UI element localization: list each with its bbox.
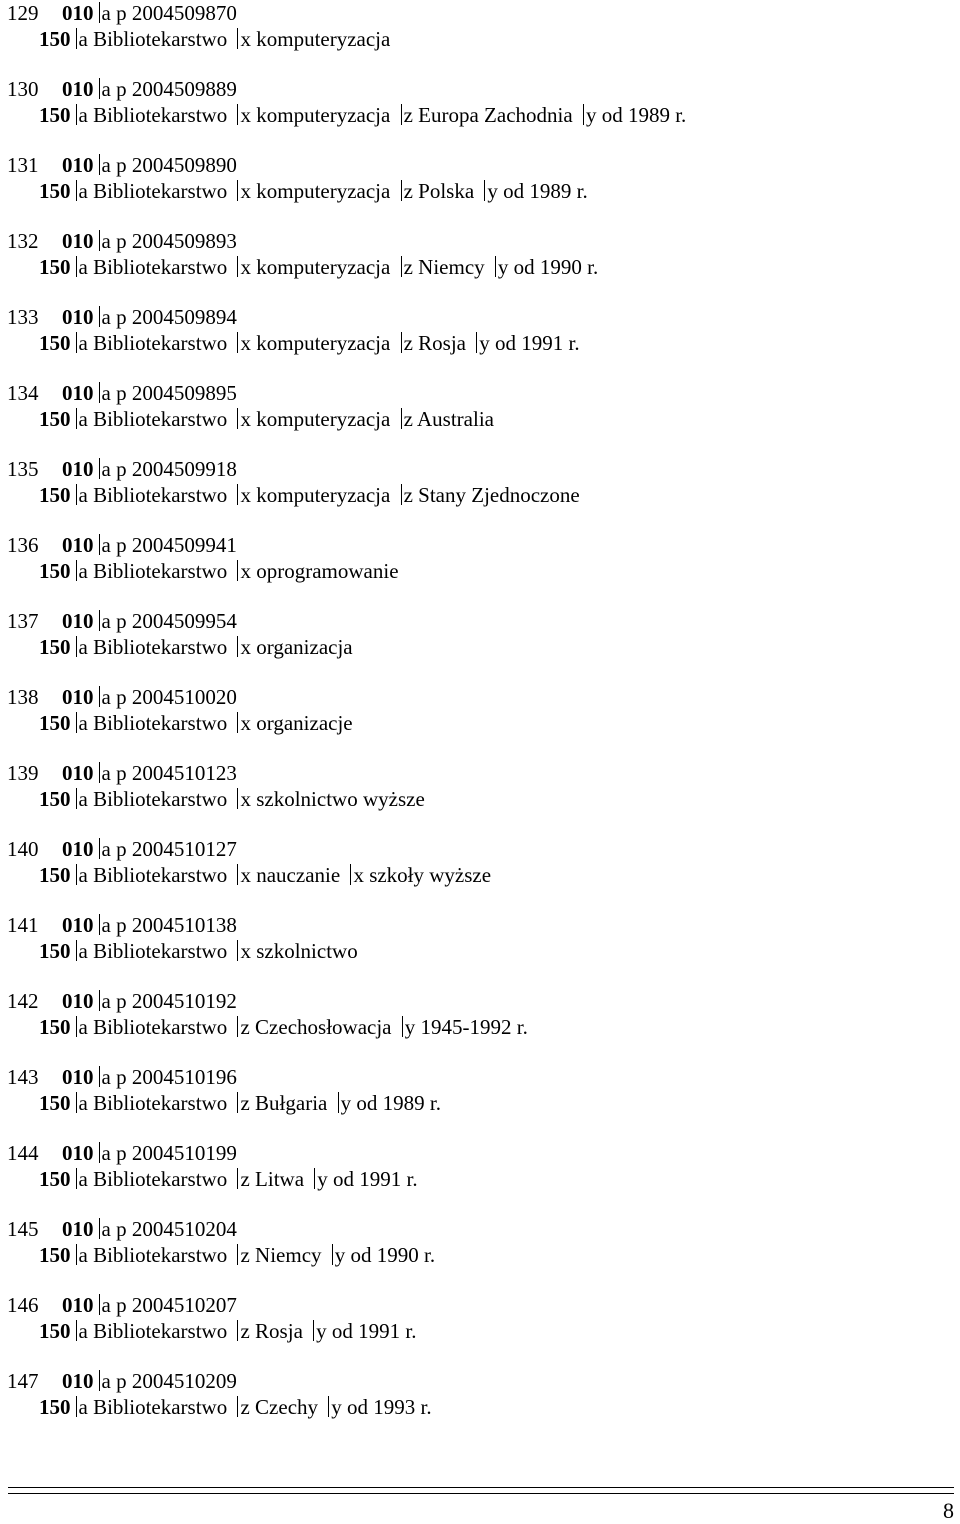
field-tag-010: 010 bbox=[62, 1217, 94, 1241]
control-number: a p 2004510192 bbox=[101, 989, 237, 1013]
control-number: a p 2004509918 bbox=[101, 457, 237, 481]
subfield-delimiter bbox=[76, 636, 77, 657]
subfield-delimiter bbox=[99, 1370, 100, 1391]
subfield-value: a Bibliotekarstwo bbox=[78, 559, 228, 583]
subfield-value: z Czechosłowacja bbox=[240, 1015, 392, 1039]
subfield-value: y 1945-1992 r. bbox=[404, 1015, 528, 1039]
subfield-value: x szkolnictwo bbox=[240, 939, 358, 963]
field-tag-150: 150 bbox=[39, 103, 71, 127]
record-entry bbox=[7, 304, 952, 356]
subfield-value: a Bibliotekarstwo bbox=[78, 863, 228, 887]
subfield-delimiter bbox=[99, 306, 100, 327]
control-number: a p 2004510138 bbox=[101, 913, 237, 937]
subfield-delimiter bbox=[99, 2, 100, 23]
field-tag-150: 150 bbox=[39, 559, 71, 583]
subfield-delimiter bbox=[237, 636, 238, 657]
record-line-150 bbox=[7, 710, 952, 736]
subfield-delimiter bbox=[237, 104, 238, 125]
subfield-value: x komputeryzacja bbox=[240, 331, 391, 355]
subfield-delimiter bbox=[237, 180, 238, 201]
subfield-value: z Australia bbox=[403, 407, 494, 431]
subfield-value: x szkolnictwo wyższe bbox=[240, 787, 425, 811]
record-number: 130 bbox=[7, 77, 39, 101]
subfield-delimiter bbox=[99, 382, 100, 403]
field-tag-010: 010 bbox=[62, 1293, 94, 1317]
control-number: a p 2004509890 bbox=[101, 153, 237, 177]
record-line-010 bbox=[7, 988, 952, 1014]
record-entry bbox=[7, 1292, 952, 1344]
subfield-delimiter bbox=[76, 1320, 77, 1341]
record-line-010 bbox=[7, 1292, 952, 1318]
subfield-delimiter bbox=[237, 332, 238, 353]
record-number: 144 bbox=[7, 1141, 39, 1165]
field-tag-010: 010 bbox=[62, 1, 94, 25]
field-tag-010: 010 bbox=[62, 761, 94, 785]
subfield-delimiter bbox=[484, 180, 485, 201]
field-tag-150: 150 bbox=[39, 331, 71, 355]
control-number: a p 2004510123 bbox=[101, 761, 237, 785]
subfield-value: z Stany Zjednoczone bbox=[403, 483, 580, 507]
record-list bbox=[7, 0, 952, 1420]
record-line-150 bbox=[7, 1318, 952, 1344]
subfield-value: y od 1991 r. bbox=[479, 331, 580, 355]
field-tag-010: 010 bbox=[62, 989, 94, 1013]
subfield-delimiter bbox=[237, 1244, 238, 1265]
subfield-value: z Niemcy bbox=[403, 255, 485, 279]
record-line-150 bbox=[7, 26, 952, 52]
field-tag-150: 150 bbox=[39, 27, 71, 51]
subfield-delimiter bbox=[76, 940, 77, 961]
subfield-delimiter bbox=[99, 1066, 100, 1087]
record-line-010 bbox=[7, 0, 952, 26]
subfield-delimiter bbox=[99, 1218, 100, 1239]
subfield-value: a Bibliotekarstwo bbox=[78, 1091, 228, 1115]
record-number: 138 bbox=[7, 685, 39, 709]
record-entry bbox=[7, 456, 952, 508]
subfield-value: z Rosja bbox=[403, 331, 466, 355]
subfield-value: a Bibliotekarstwo bbox=[78, 331, 228, 355]
field-tag-150: 150 bbox=[39, 1319, 71, 1343]
subfield-delimiter bbox=[583, 104, 584, 125]
record-number: 132 bbox=[7, 229, 39, 253]
control-number: a p 2004509895 bbox=[101, 381, 237, 405]
control-number: a p 2004510196 bbox=[101, 1065, 237, 1089]
record-entry bbox=[7, 532, 952, 584]
subfield-delimiter bbox=[338, 1092, 339, 1113]
subfield-delimiter bbox=[402, 1016, 403, 1037]
subfield-value: z Niemcy bbox=[240, 1243, 322, 1267]
subfield-delimiter bbox=[237, 864, 238, 885]
record-number: 140 bbox=[7, 837, 39, 861]
record-number: 139 bbox=[7, 761, 39, 785]
control-number: a p 2004509941 bbox=[101, 533, 237, 557]
subfield-delimiter bbox=[76, 1092, 77, 1113]
record-number: 131 bbox=[7, 153, 39, 177]
subfield-delimiter bbox=[313, 1320, 314, 1341]
subfield-delimiter bbox=[314, 1168, 315, 1189]
subfield-delimiter bbox=[99, 78, 100, 99]
record-line-010 bbox=[7, 1064, 952, 1090]
record-entry bbox=[7, 988, 952, 1040]
field-tag-150: 150 bbox=[39, 1167, 71, 1191]
field-tag-010: 010 bbox=[62, 77, 94, 101]
field-tag-150: 150 bbox=[39, 483, 71, 507]
subfield-delimiter bbox=[99, 154, 100, 175]
record-number: 145 bbox=[7, 1217, 39, 1241]
subfield-value: x komputeryzacja bbox=[240, 407, 391, 431]
subfield-delimiter bbox=[76, 332, 77, 353]
subfield-value: y od 1991 r. bbox=[316, 1319, 417, 1343]
control-number: a p 2004510199 bbox=[101, 1141, 237, 1165]
record-line-150 bbox=[7, 102, 952, 128]
record-line-010 bbox=[7, 1368, 952, 1394]
field-tag-010: 010 bbox=[62, 153, 94, 177]
subfield-delimiter bbox=[332, 1244, 333, 1265]
field-tag-010: 010 bbox=[62, 457, 94, 481]
subfield-value: y od 1993 r. bbox=[331, 1395, 432, 1419]
subfield-delimiter bbox=[237, 256, 238, 277]
field-tag-010: 010 bbox=[62, 837, 94, 861]
field-tag-010: 010 bbox=[62, 609, 94, 633]
field-tag-010: 010 bbox=[62, 229, 94, 253]
subfield-value: a Bibliotekarstwo bbox=[78, 483, 228, 507]
record-line-010 bbox=[7, 1216, 952, 1242]
record-entry bbox=[7, 76, 952, 128]
subfield-delimiter bbox=[401, 180, 402, 201]
subfield-delimiter bbox=[99, 990, 100, 1011]
field-tag-150: 150 bbox=[39, 787, 71, 811]
subfield-value: a Bibliotekarstwo bbox=[78, 711, 228, 735]
subfield-value: a Bibliotekarstwo bbox=[78, 1015, 228, 1039]
page-number: 8 bbox=[943, 1498, 954, 1523]
subfield-value: x organizacje bbox=[240, 711, 353, 735]
subfield-delimiter bbox=[76, 180, 77, 201]
record-line-150 bbox=[7, 1014, 952, 1040]
record-line-010 bbox=[7, 1140, 952, 1166]
subfield-delimiter bbox=[76, 712, 77, 733]
record-line-010 bbox=[7, 684, 952, 710]
subfield-value: y od 1991 r. bbox=[317, 1167, 418, 1191]
subfield-delimiter bbox=[76, 1016, 77, 1037]
subfield-value: x komputeryzacja bbox=[240, 255, 391, 279]
control-number: a p 2004510204 bbox=[101, 1217, 237, 1241]
record-entry bbox=[7, 1216, 952, 1268]
subfield-delimiter bbox=[76, 256, 77, 277]
record-line-150 bbox=[7, 1394, 952, 1420]
subfield-value: a Bibliotekarstwo bbox=[78, 27, 228, 51]
subfield-delimiter bbox=[401, 484, 402, 505]
field-tag-150: 150 bbox=[39, 1243, 71, 1267]
record-number: 146 bbox=[7, 1293, 39, 1317]
record-number: 137 bbox=[7, 609, 39, 633]
subfield-delimiter bbox=[237, 1016, 238, 1037]
subfield-value: x komputeryzacja bbox=[240, 179, 391, 203]
subfield-value: z Polska bbox=[403, 179, 475, 203]
subfield-value: x oprogramowanie bbox=[240, 559, 399, 583]
record-line-010 bbox=[7, 380, 952, 406]
field-tag-010: 010 bbox=[62, 381, 94, 405]
subfield-value: x organizacja bbox=[240, 635, 353, 659]
subfield-value: a Bibliotekarstwo bbox=[78, 255, 228, 279]
control-number: a p 2004509894 bbox=[101, 305, 237, 329]
subfield-value: a Bibliotekarstwo bbox=[78, 787, 228, 811]
record-line-150 bbox=[7, 786, 952, 812]
subfield-delimiter bbox=[76, 560, 77, 581]
record-line-010 bbox=[7, 304, 952, 330]
subfield-value: z Rosja bbox=[240, 1319, 303, 1343]
subfield-delimiter bbox=[476, 332, 477, 353]
record-line-010 bbox=[7, 760, 952, 786]
subfield-value: a Bibliotekarstwo bbox=[78, 1319, 228, 1343]
field-tag-010: 010 bbox=[62, 1065, 94, 1089]
subfield-value: a Bibliotekarstwo bbox=[78, 103, 228, 127]
subfield-value: y od 1989 r. bbox=[340, 1091, 441, 1115]
subfield-delimiter bbox=[401, 408, 402, 429]
subfield-delimiter bbox=[237, 1092, 238, 1113]
subfield-delimiter bbox=[237, 1168, 238, 1189]
subfield-delimiter bbox=[99, 230, 100, 251]
record-line-010 bbox=[7, 76, 952, 102]
subfield-delimiter bbox=[76, 28, 77, 49]
record-entry bbox=[7, 152, 952, 204]
field-tag-150: 150 bbox=[39, 711, 71, 735]
field-tag-150: 150 bbox=[39, 407, 71, 431]
record-line-150 bbox=[7, 482, 952, 508]
subfield-value: y od 1989 r. bbox=[585, 103, 687, 127]
subfield-delimiter bbox=[76, 1396, 77, 1417]
control-number: a p 2004509954 bbox=[101, 609, 237, 633]
subfield-delimiter bbox=[237, 484, 238, 505]
subfield-value: a Bibliotekarstwo bbox=[78, 1243, 228, 1267]
record-line-150 bbox=[7, 406, 952, 432]
record-entry bbox=[7, 1368, 952, 1420]
subfield-value: y od 1990 r. bbox=[497, 255, 599, 279]
record-number: 134 bbox=[7, 381, 39, 405]
subfield-delimiter bbox=[99, 458, 100, 479]
subfield-delimiter bbox=[99, 914, 100, 935]
subfield-value: a Bibliotekarstwo bbox=[78, 407, 228, 431]
record-line-010 bbox=[7, 836, 952, 862]
subfield-delimiter bbox=[99, 1142, 100, 1163]
subfield-delimiter bbox=[237, 940, 238, 961]
subfield-value: x komputeryzacja bbox=[240, 483, 391, 507]
subfield-value: z Litwa bbox=[240, 1167, 305, 1191]
record-line-150 bbox=[7, 558, 952, 584]
subfield-delimiter bbox=[99, 610, 100, 631]
subfield-delimiter bbox=[237, 1320, 238, 1341]
subfield-delimiter bbox=[76, 864, 77, 885]
record-entry bbox=[7, 836, 952, 888]
record-entry bbox=[7, 608, 952, 660]
record-entry bbox=[7, 380, 952, 432]
field-tag-010: 010 bbox=[62, 1141, 94, 1165]
control-number: a p 2004509893 bbox=[101, 229, 237, 253]
subfield-value: y od 1990 r. bbox=[334, 1243, 436, 1267]
subfield-delimiter bbox=[401, 256, 402, 277]
subfield-delimiter bbox=[401, 332, 402, 353]
subfield-value: z Bułgaria bbox=[240, 1091, 328, 1115]
control-number: a p 2004509889 bbox=[101, 77, 237, 101]
record-line-010 bbox=[7, 152, 952, 178]
subfield-value: a Bibliotekarstwo bbox=[78, 179, 228, 203]
subfield-value: a Bibliotekarstwo bbox=[78, 635, 228, 659]
subfield-delimiter bbox=[237, 788, 238, 809]
control-number: a p 2004510020 bbox=[101, 685, 237, 709]
field-tag-150: 150 bbox=[39, 635, 71, 659]
subfield-value: y od 1989 r. bbox=[487, 179, 588, 203]
subfield-delimiter bbox=[401, 104, 402, 125]
footer-rule bbox=[8, 1487, 954, 1494]
control-number: a p 2004510127 bbox=[101, 837, 237, 861]
subfield-delimiter bbox=[99, 534, 100, 555]
subfield-delimiter bbox=[99, 686, 100, 707]
subfield-value: z Czechy bbox=[240, 1395, 319, 1419]
subfield-delimiter bbox=[99, 762, 100, 783]
subfield-value: x komputeryzacja bbox=[240, 103, 391, 127]
record-number: 142 bbox=[7, 989, 39, 1013]
record-number: 129 bbox=[7, 1, 39, 25]
field-tag-150: 150 bbox=[39, 1091, 71, 1115]
subfield-delimiter bbox=[76, 484, 77, 505]
control-number: a p 2004510209 bbox=[101, 1369, 237, 1393]
record-line-010 bbox=[7, 608, 952, 634]
record-line-150 bbox=[7, 862, 952, 888]
record-line-150 bbox=[7, 938, 952, 964]
subfield-delimiter bbox=[237, 1396, 238, 1417]
record-line-010 bbox=[7, 912, 952, 938]
record-line-150 bbox=[7, 634, 952, 660]
record-entry bbox=[7, 0, 952, 52]
subfield-delimiter bbox=[99, 838, 100, 859]
subfield-value: a Bibliotekarstwo bbox=[78, 1395, 228, 1419]
record-line-150 bbox=[7, 1166, 952, 1192]
record-entry bbox=[7, 684, 952, 736]
record-number: 136 bbox=[7, 533, 39, 557]
subfield-value: a Bibliotekarstwo bbox=[78, 939, 228, 963]
record-entry bbox=[7, 1140, 952, 1192]
record-line-150 bbox=[7, 330, 952, 356]
subfield-delimiter bbox=[76, 408, 77, 429]
control-number: a p 2004510207 bbox=[101, 1293, 237, 1317]
field-tag-010: 010 bbox=[62, 533, 94, 557]
record-number: 141 bbox=[7, 913, 39, 937]
record-number: 147 bbox=[7, 1369, 39, 1393]
record-entry bbox=[7, 228, 952, 280]
subfield-delimiter bbox=[237, 408, 238, 429]
field-tag-150: 150 bbox=[39, 863, 71, 887]
field-tag-010: 010 bbox=[62, 1369, 94, 1393]
subfield-value: x nauczanie bbox=[240, 863, 341, 887]
field-tag-010: 010 bbox=[62, 685, 94, 709]
subfield-delimiter bbox=[76, 788, 77, 809]
field-tag-150: 150 bbox=[39, 939, 71, 963]
record-number: 133 bbox=[7, 305, 39, 329]
field-tag-150: 150 bbox=[39, 1015, 71, 1039]
subfield-delimiter bbox=[350, 864, 351, 885]
subfield-value: a Bibliotekarstwo bbox=[78, 1167, 228, 1191]
field-tag-150: 150 bbox=[39, 179, 71, 203]
subfield-delimiter bbox=[237, 28, 238, 49]
subfield-delimiter bbox=[328, 1396, 329, 1417]
subfield-delimiter bbox=[76, 104, 77, 125]
record-line-150 bbox=[7, 178, 952, 204]
record-entry bbox=[7, 760, 952, 812]
control-number: a p 2004509870 bbox=[101, 1, 237, 25]
subfield-value: x komputeryzacja bbox=[240, 27, 391, 51]
subfield-value: z Europa Zachodnia bbox=[403, 103, 573, 127]
record-line-150 bbox=[7, 1242, 952, 1268]
field-tag-150: 150 bbox=[39, 255, 71, 279]
record-entry bbox=[7, 912, 952, 964]
subfield-delimiter bbox=[495, 256, 496, 277]
subfield-delimiter bbox=[76, 1168, 77, 1189]
subfield-delimiter bbox=[237, 712, 238, 733]
record-number: 135 bbox=[7, 457, 39, 481]
field-tag-150: 150 bbox=[39, 1395, 71, 1419]
record-line-010 bbox=[7, 532, 952, 558]
record-line-150 bbox=[7, 1090, 952, 1116]
record-number: 143 bbox=[7, 1065, 39, 1089]
subfield-delimiter bbox=[99, 1294, 100, 1315]
record-line-150 bbox=[7, 254, 952, 280]
field-tag-010: 010 bbox=[62, 305, 94, 329]
record-line-010 bbox=[7, 228, 952, 254]
record-entry bbox=[7, 1064, 952, 1116]
subfield-delimiter bbox=[76, 1244, 77, 1265]
record-line-010 bbox=[7, 456, 952, 482]
field-tag-010: 010 bbox=[62, 913, 94, 937]
subfield-delimiter bbox=[237, 560, 238, 581]
subfield-value: x szkoły wyższe bbox=[353, 863, 492, 887]
